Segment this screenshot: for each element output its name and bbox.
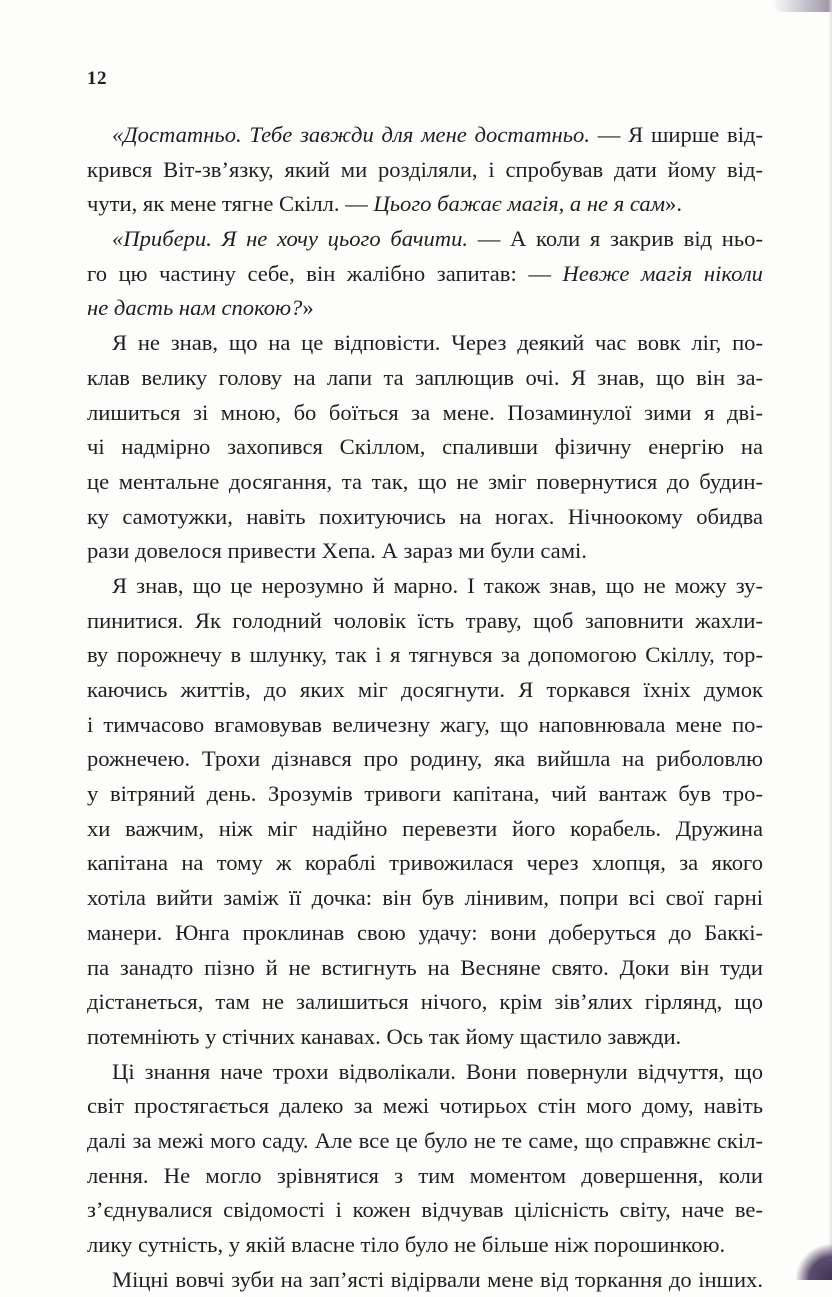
text-line [87, 777, 763, 812]
text-line [87, 1020, 763, 1055]
text-line [87, 465, 763, 500]
text: рожнечею. Трохи дізнався про родину, яка вийшла на риболовлю [87, 746, 763, 772]
text: па занадто пізно й не встигнуть на Весняне свято. Доки він туди [87, 954, 763, 980]
text-line [87, 534, 763, 569]
text: крився Віт-зв’язку, який ми розділяли, і спробував дати йому від- [87, 156, 763, 182]
text-line [87, 673, 763, 708]
text-line [87, 500, 763, 535]
paragraph-first-line [87, 326, 763, 361]
page-edge [828, 0, 832, 1280]
italic-text: Цього бажає магія, а не я сам [373, 191, 666, 217]
paragraph-first-line [87, 1055, 763, 1090]
text: Я знав, що це нерозумно й марно. І також знав, що не можу зу- [112, 572, 763, 598]
text: і тимчасово вгамовував величезну жагу, що наповнювала мене по- [87, 711, 763, 737]
text: манери. Юнга проклинав свою удачу: вони доберуться до Баккі- [87, 919, 763, 945]
text: пинитися. Як голодний чоловік їсть траву, щоб заповнити жахли- [87, 607, 763, 633]
text: світ простягається далеко за межі чотирьох стін мого дому, навіть [87, 1093, 763, 1119]
text-line [87, 708, 763, 743]
italic-text: Невже магія ніколи [562, 260, 763, 286]
text: Міцні вовчі зуби на зап’ясті відірвали мене від торкання до інших. [112, 1266, 763, 1292]
text-line [87, 1159, 763, 1194]
text: ку самотужки, навіть похитуючись на ногах. Нічноокому обидва [87, 503, 763, 529]
text-line [87, 604, 763, 639]
text: ву порожнечу в шлунку, так і я тягнувся за допомогою Скіллу, тор- [87, 642, 763, 668]
text-line [87, 396, 763, 431]
paragraph-first-line [87, 569, 763, 604]
text: лишиться зі мною, бо боїться за мене. Позаминулої зими я дві- [87, 399, 763, 425]
paragraph-first-line [87, 222, 763, 257]
text: ». [665, 191, 682, 217]
text: з’єднувалися свідомості і кожен відчував цілісність світу, наче ве- [87, 1197, 763, 1223]
text: чі надмірно захопився Скіллом, спаливши фізичну енергію на [87, 434, 763, 460]
text-line [87, 812, 763, 847]
text-line [87, 187, 763, 222]
text-line [87, 291, 763, 326]
text: » [302, 295, 314, 321]
text-line [87, 846, 763, 881]
text: — Я ширше від- [590, 122, 764, 147]
text-line [87, 985, 763, 1020]
text-line [87, 638, 763, 673]
text: це ментальне досягання, та так, що не зміг повернутися до будин- [87, 468, 763, 494]
text-line [87, 881, 763, 916]
text: Я не знав, що на це відповісти. Через деякий час вовк ліг, по- [112, 330, 763, 356]
page-corner-shadow-bottom [796, 1244, 832, 1280]
text: клав велику голову на лапи та заплющив очі. Я знав, що він за- [87, 364, 763, 390]
text-line [87, 1193, 763, 1228]
italic-text: не дасть нам спокою? [87, 295, 303, 321]
text: далі за межі мого саду. Але все це було не те саме, що справжнє скіл- [87, 1127, 763, 1153]
text: потемніють у стічних канавах. Ось так йому щастило завжди. [87, 1023, 682, 1049]
text: рази довелося привести Хепа. А зараз ми були самі. [87, 538, 587, 564]
text-line [87, 257, 763, 292]
text: хи важчим, ніж міг надійно перевезти його корабель. Дружина [87, 815, 763, 841]
text: Ці знання наче трохи відволікали. Вони повернули відчуття, що [112, 1058, 763, 1084]
text: лення. Не могло зрівнятися з тим моментом довершення, коли [87, 1162, 763, 1188]
body-text [87, 118, 763, 1297]
text-line [87, 1089, 763, 1124]
text: го цю частину себе, він жалібно запитав: — [87, 260, 563, 286]
text-line [87, 742, 763, 777]
text-line [87, 916, 763, 951]
text-line [87, 951, 763, 986]
italic-text: «Достатньо. Тебе завжди для мене достатньо. [112, 122, 590, 147]
text-line [87, 1124, 763, 1159]
text: у вітряний день. Зрозумів тривоги капітана, чий вантаж був тро- [87, 781, 763, 807]
text-line [87, 361, 763, 396]
page-number: 12 [87, 68, 107, 89]
italic-text: «Прибери. Я не хочу цього бачити. [112, 226, 469, 252]
text: чути, як мене тягне Скілл. — [87, 191, 374, 217]
text: — А коли я закрив від ньо- [468, 226, 763, 252]
text: каючись життів, до яких міг досягнути. Я торкався їхніх думок [87, 677, 763, 702]
text-line [87, 430, 763, 465]
text: хотіла вийти заміж її дочка: він був лінивим, попри всі свої гарні [87, 885, 763, 911]
text-line [87, 1228, 763, 1263]
text: дістанеться, там не залишиться нічого, крім зів’ялих гірлянд, що [87, 989, 763, 1015]
text: капітана на тому ж кораблі тривожилася через хлопця, за якого [87, 850, 763, 876]
page-corner-shadow-top [772, 0, 832, 12]
paragraph-first-line [87, 118, 763, 153]
text: лику сутність, у якій власне тіло було не більше ніж порошинкою. [87, 1232, 726, 1257]
text-line [87, 153, 763, 188]
